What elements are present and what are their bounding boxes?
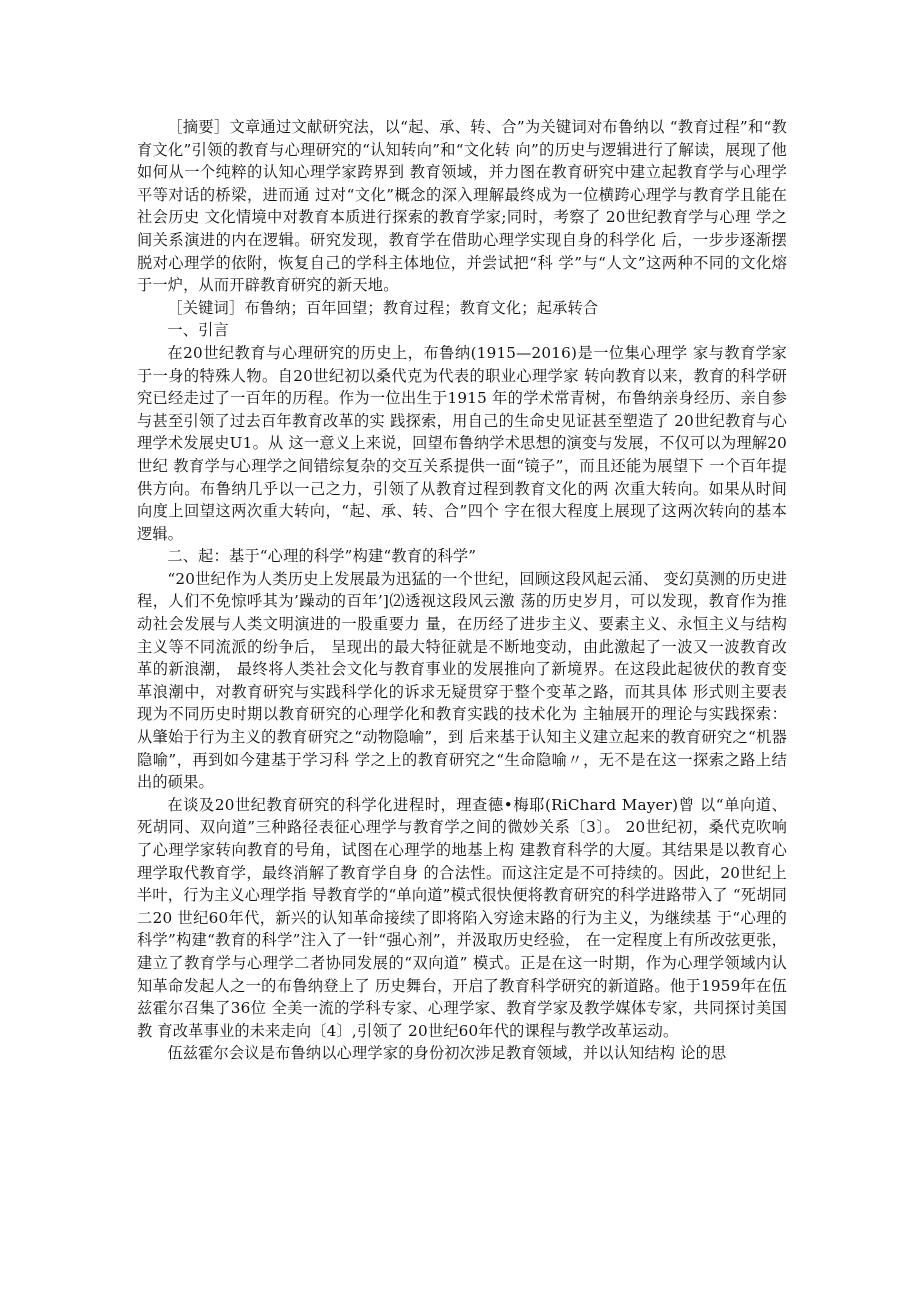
section-heading-introduction: 一、引言 <box>167 321 229 340</box>
keywords-label: ［关键词］ <box>167 298 245 317</box>
abstract-paragraph <box>137 116 787 297</box>
body-paragraph: “20世纪作为人类历史上发展最为迅猛的一个世纪，回顾这段风起云涌、 变幻莫测的历史进程，人们不免惊呼其为’躁动的百年’]⑵透视这段风云激 荡的历史岁月，可以发现，教育作为推动社会发展与人类文明演进的一股重要力 量，在历经了进步主义、要素主义、永恒主义与结构主义等不同流派的纷争后， 呈现出的最大特征就是不断地变动，由此激起了一波又一波教育改革的新浪潮， 最终将人类社会文化与教育事业的发展推向了新境界。在这段此起彼伏的教育变 革浪潮中，对教育研究与实践科学化的诉求无疑贯穿于整个变革之路，而其具体 形式则主要表现为不同历史时期以教育研究的心理学化和教育实践的技术化为 主轴展开的理论与实践探索：从肇始于行为主义的教育研究之“动物隐喻”，到 后来基于认知主义建立起来的教育研究之“机器隐喻”，再到如今建基于学习科 学之上的教育研究之“生命隐喻〃，无不是在这一探索之路上结出的硕果。 <box>137 569 787 792</box>
keywords-paragraph <box>137 297 787 320</box>
body-paragraph: 伍兹霍尔会议是布鲁纳以心理学家的身份初次涉足教育领域，并以认知结构 论的思 <box>167 1044 727 1063</box>
keywords-text: 布鲁纳；百年回望；教育过程；教育文化；起承转合 <box>244 298 599 317</box>
body-paragraph: 在谈及20世纪教育研究的科学化进程时，理查德•梅耶(RiChard Mayer)曾 以“单向道、死胡同、双向道”三种路径表征心理学与教育学之间的微妙关系〔3〕。 20世纪初，桑代克吹响了心理学家转向教育的号角，试图在心理学的地基上构 建教育科学的大厦。其结果是以教育心理学取代教育学，最终消解了教育学自身 的合法性。而这注定是不可持续的。因此，20世纪上半叶，行为主义心理学指 导教育学的“单向道”模式很快便将教育研究的科学进路带入了 “死胡同二20 世纪60年代，新兴的认知革命接续了即将陷入穷途末路的行为主义，为继续基 于“心理的科学”构建“教育的科学”注入了一针“强心剂”，并汲取历史经验， 在一定程度上有所改弦更张，建立了教育学与心理学二者协同发展的“双向道” 模式。正是在这一时期，作为心理学领域内认知革命发起人之一的布鲁纳登上了 历史舞台，开启了教育科学研究的新道路。他于1959年在伍兹霍尔召集了36位 全美一流的学科专家、心理学家、教育学家及教学媒体专家，共同探讨美国教 育改革事业的未来走向〔4〕,引领了 20世纪60年代的课程与教学改革运动。 <box>137 795 787 1040</box>
abstract-text: 文章通过文献研究法，以“起、承、转、合”为关键词对布鲁纳以 “教育过程”和“教育文化”引领的教育与心理研究的“认知转向”和“文化转 向”的历史与逻辑进行了解读，展现了他如何从一个纯粹的认知心理学家跨界到 教育领域，并力图在教育研究中建立起教育学与心理学平等对话的桥梁，进而通 过对“文化”概念的深入理解最终成为一位横跨心理学与教育学且能在社会历史 文化情境中对教育本质进行探索的教育学家;同时，考察了 20世纪教育学与心理 学之间关系演进的内在逻辑。研究发现，教育学在借助心理学实现自身的科学化 后，一步步逐渐摆脱对心理学的依附，恢复自己的学科主体地位，并尝试把“科 学”与“人文”这两种不同的文化熔于一炉，从而开辟教育研究的新天地。 <box>137 118 787 295</box>
body-paragraph: 在20世纪教育与心理研究的历史上，布鲁纳(1915—2016)是一位集心理学 家与教育学家于一身的特殊人物。自20世纪初以桑代克为代表的职业心理学家 转向教育以来，教育的科学研究已经走过了一百年的历程。作为一位出生于1915 年的学术常青树，布鲁纳亲身经历、亲自参与甚至引领了过去百年教育改革的实 践探索，用自己的生命史见证甚至塑造了 20世纪教育与心理学术发展史U1。从 这一意义上来说，回望布鲁纳学术思想的演变与发展，不仅可以为理解20世纪 教育学与心理学之间错综复杂的交互关系提供一面“镜子”，而且还能为展望下 一个百年提供方向。布鲁纳几乎以一己之力，引领了从教育过程到教育文化的两 次重大转向。如果从时间向度上回望这两次重大转向，“起、承、转、合”四个 字在很大程度上展现了这两次转向的基本逻辑。 <box>137 343 787 543</box>
section-heading-qi: 二、起：基于“心理的科学”构建“教育的科学” <box>167 547 477 566</box>
document-body <box>137 116 787 1065</box>
abstract-label: ［摘要］ <box>167 118 230 136</box>
